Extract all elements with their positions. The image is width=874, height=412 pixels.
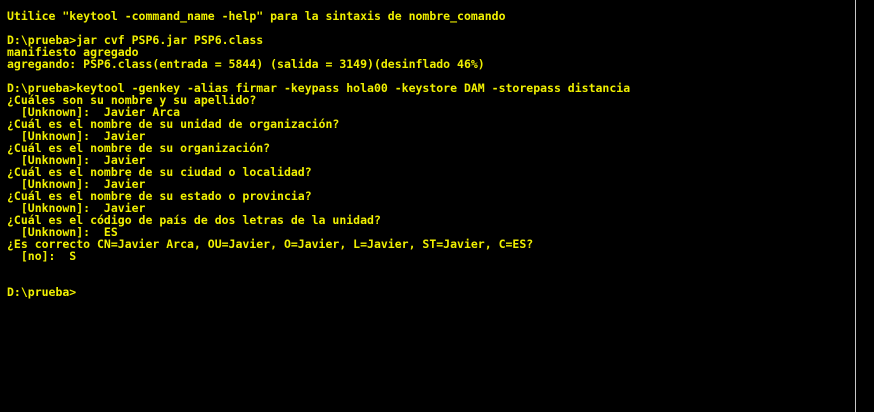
- console-line: [Unknown]: Javier: [7, 177, 146, 191]
- console-line: ¿Cuál es el nombre de su unidad de organización?: [7, 117, 340, 131]
- console-line: ¿Cuál es el código de país de dos letras de la unidad?: [7, 213, 381, 227]
- console-line: D:\prueba>keytool -genkey -alias firmar -keypass hola00 -keystore DAM -storepass distancia: [7, 81, 631, 95]
- console-line: Utilice "keytool -command_name -help" para la sintaxis de nombre_comando: [7, 9, 506, 23]
- console-line: ¿Cuál es el nombre de su ciudad o localidad?: [7, 165, 312, 179]
- console-line: D:\prueba>jar cvf PSP6.jar PSP6.class: [7, 33, 264, 47]
- console-line: agregando: PSP6.class(entrada = 5844) (salida = 3149)(desinflado 46%): [7, 57, 485, 71]
- console-line: [Unknown]: Javier Arca: [7, 105, 181, 119]
- console-line: [no]: S: [7, 249, 77, 263]
- console-line: [Unknown]: Javier: [7, 129, 146, 143]
- console-line: [7, 262, 855, 274]
- console-line: ¿Cuál es el nombre de su estado o provincia?: [7, 189, 312, 203]
- console-line: manifiesto agregado: [7, 45, 139, 59]
- console-line: ¿Es correcto CN=Javier Arca, OU=Javier, O=Javier, L=Javier, ST=Javier, C=ES?: [7, 237, 534, 251]
- console-line: [Unknown]: Javier: [7, 153, 146, 167]
- console-line: [Unknown]: Javier: [7, 201, 146, 215]
- console-prompt: D:\prueba>: [7, 285, 77, 299]
- console-line: [7, 274, 855, 286]
- console-line: ¿Cuáles son su nombre y su apellido?: [7, 93, 257, 107]
- console-line: ¿Cuál es el nombre de su organización?: [7, 141, 271, 155]
- vertical-scrollbar[interactable]: [855, 0, 874, 412]
- console-line: [Unknown]: ES: [7, 225, 118, 239]
